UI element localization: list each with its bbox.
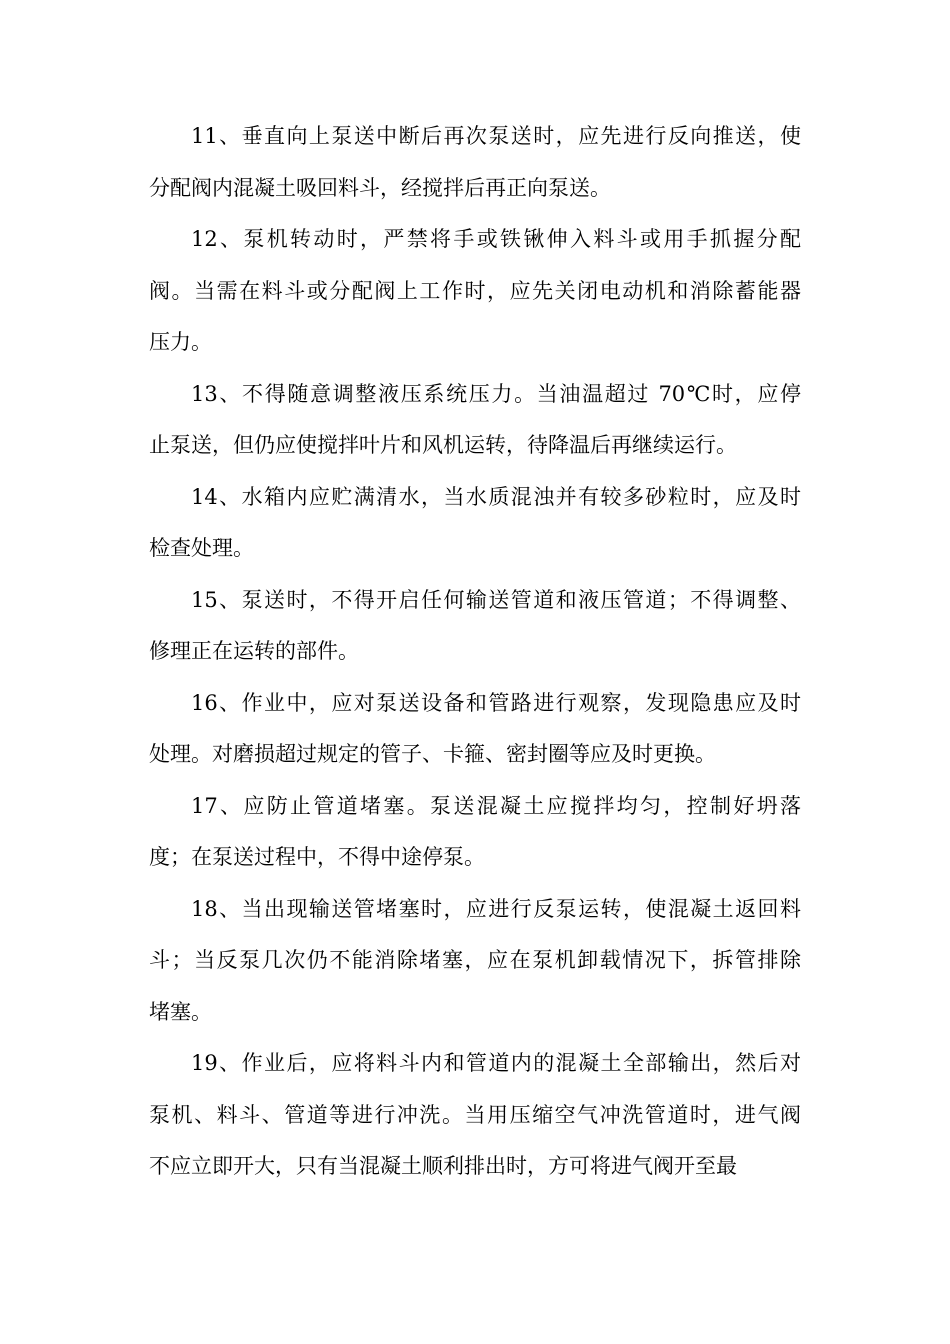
text-line: 12、泵机转动时，严禁将手或铁锹伸入料斗或用手抓握分配 — [191, 227, 801, 251]
text-line: 15、泵送时，不得开启任何输送管道和液压管道；不得调整、 — [191, 587, 801, 612]
document-body — [149, 111, 801, 1193]
text-line: 14、水箱内应贮满清水，当水质混浊并有较多砂粒时，应及时 — [191, 484, 801, 509]
text-line: 11、垂直向上泵送中断后再次泵送时，应先进行反向推送，使 — [191, 124, 801, 148]
text-line: 度；在泵送过程中，不得中途停泵。 — [149, 845, 485, 869]
text-line: 18、当出现输送管堵塞时，应进行反泵运转，使混凝土返回料 — [191, 896, 801, 921]
text-line: 修理正在运转的部件。 — [149, 639, 359, 663]
text-line: 17、应防止管道堵塞。泵送混凝土应搅拌均匀，控制好坍落 — [191, 793, 801, 818]
text-line: 阀。当需在料斗或分配阀上工作时，应先关闭电动机和消除蓄能器 — [149, 278, 801, 303]
text-line: 19、作业后，应将料斗内和管道内的混凝土全部输出，然后对 — [191, 1051, 801, 1075]
text-line: 分配阀内混凝土吸回料斗，经搅拌后再正向泵送。 — [149, 175, 611, 200]
text-line: 泵机、料斗、管道等进行冲洗。当用压缩空气冲洗管道时，进气阀 — [149, 1102, 801, 1127]
text-line: 压力。 — [149, 330, 212, 354]
text-line: 止泵送，但仍应使搅拌叶片和风机运转，待降温后再继续运行。 — [149, 433, 737, 457]
text-line: 不应立即开大，只有当混凝土顺利排出时，方可将进气阀开至最 — [149, 1154, 737, 1178]
text-line: 16、作业中，应对泵送设备和管路进行观察，发现隐患应及时 — [191, 690, 801, 715]
text-line: 斗；当反泵几次仍不能消除堵塞，应在泵机卸载情况下，拆管排除 — [149, 948, 801, 972]
text-line: 13、不得随意调整液压系统压力。当油温超过 70℃时，应停 — [191, 381, 801, 406]
text-line: 检查处理。 — [149, 536, 254, 560]
text-line: 处理。对磨损超过规定的管子、卡箍、密封圈等应及时更换。 — [149, 742, 716, 766]
text-line: 堵塞。 — [149, 999, 212, 1024]
